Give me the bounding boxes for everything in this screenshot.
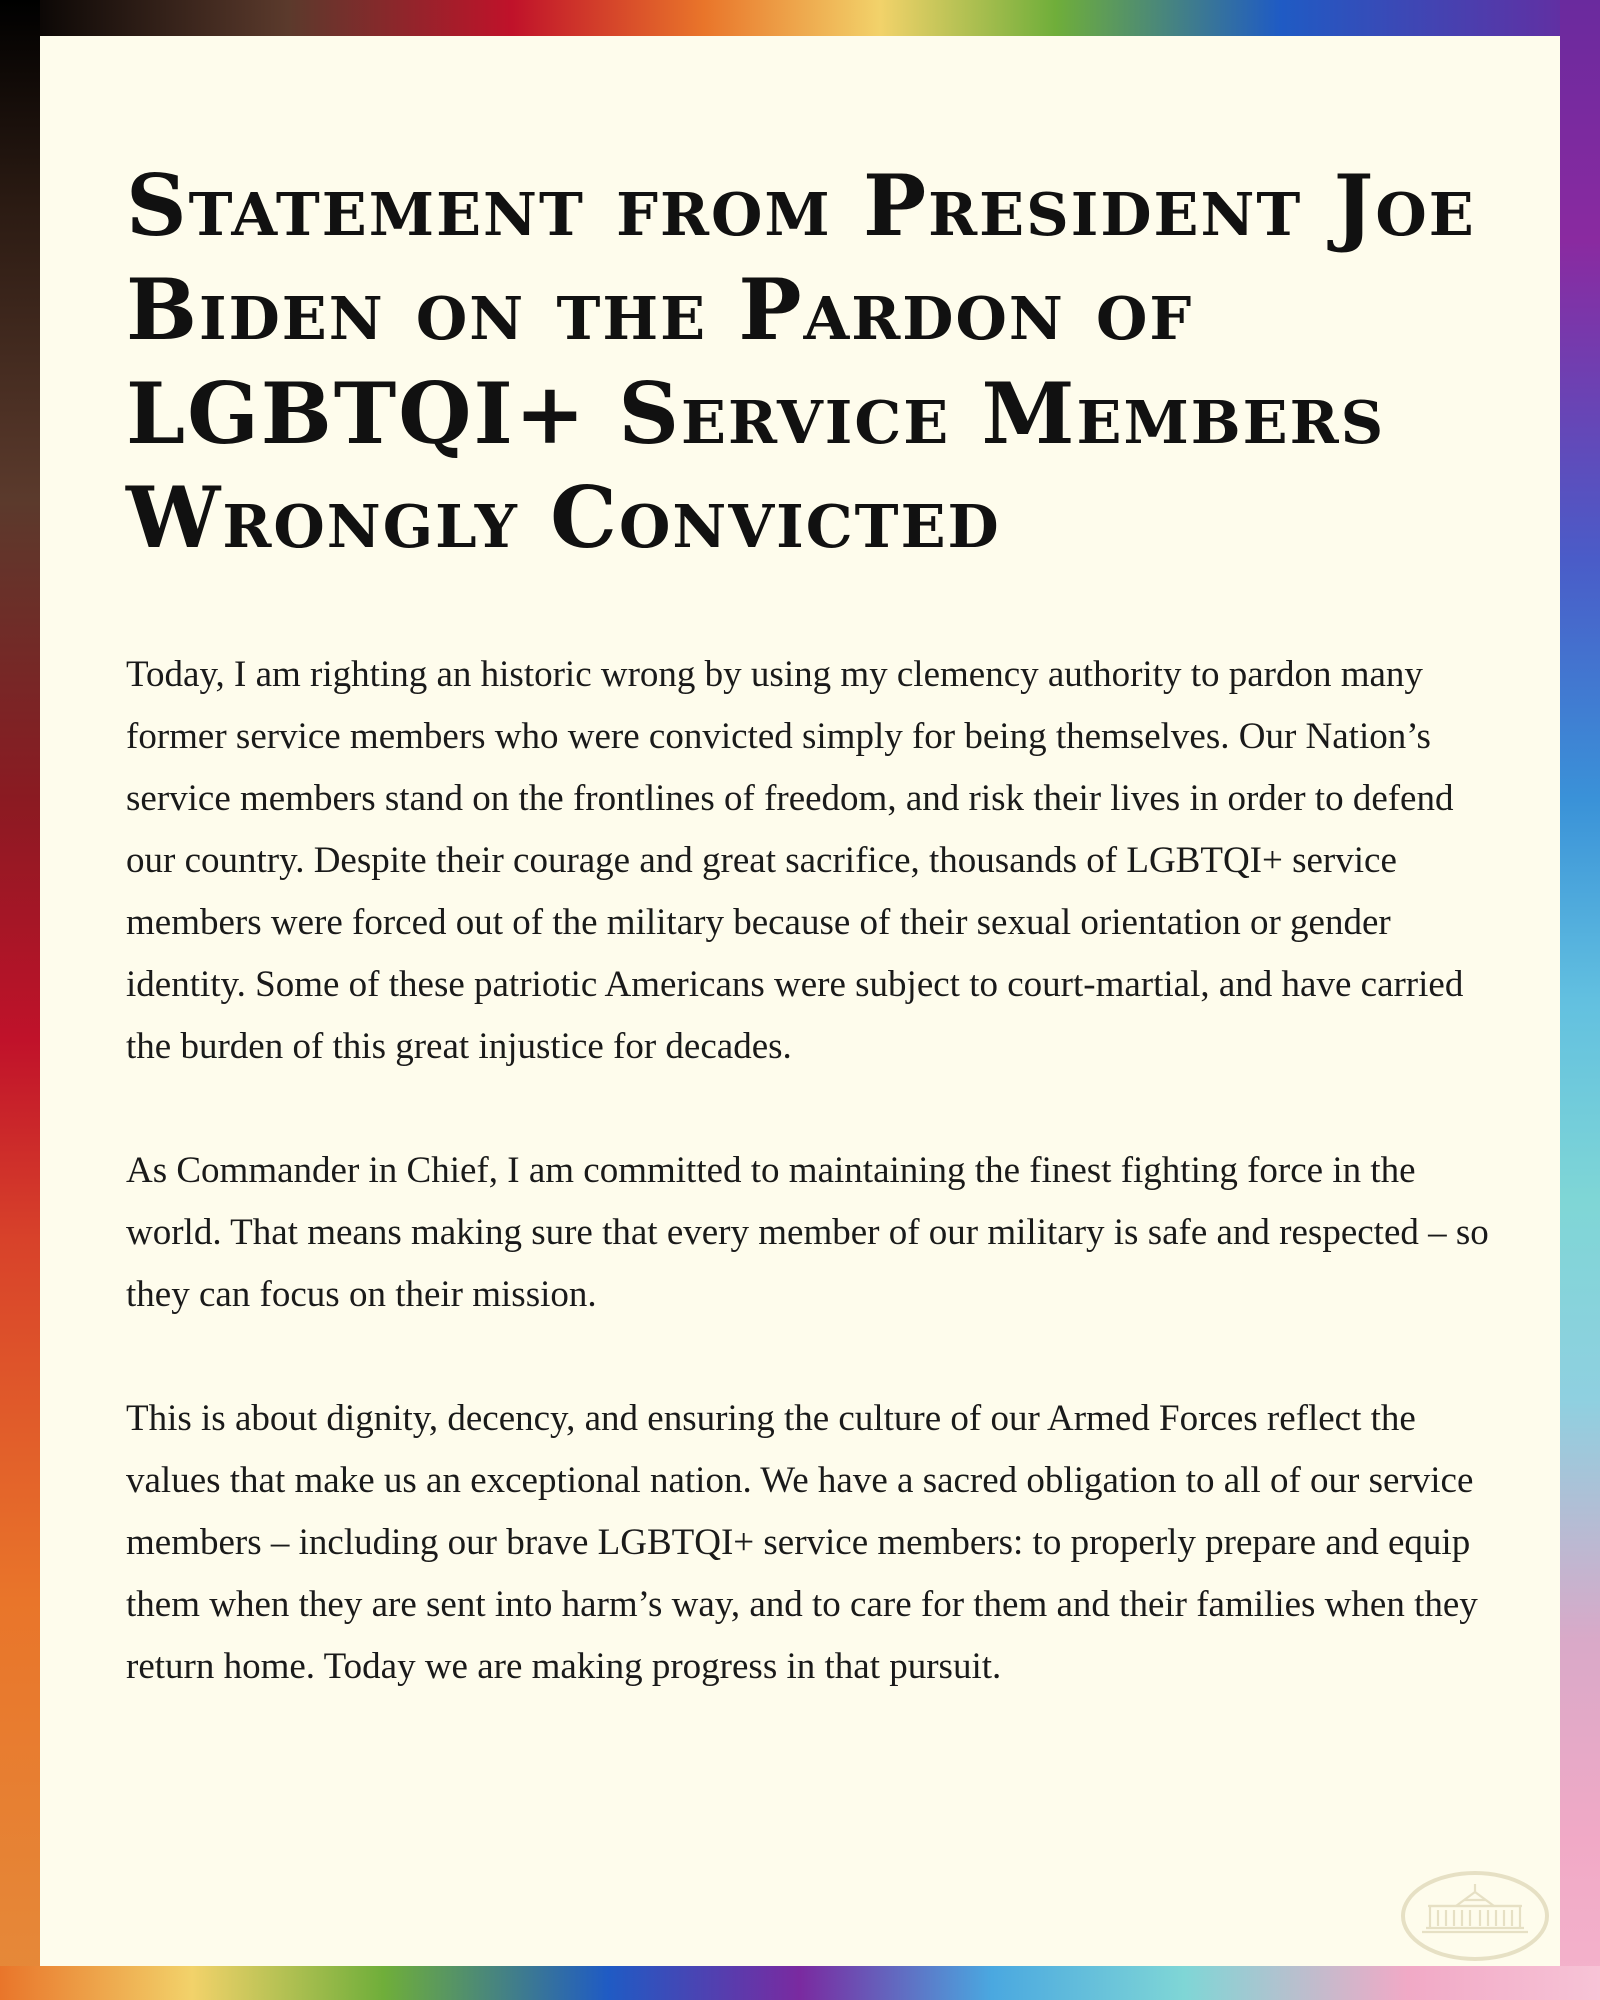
rainbow-border-right (1560, 0, 1600, 2000)
rainbow-border-left (0, 0, 40, 2000)
statement-paragraph-2: As Commander in Chief, I am committed to maintaining the finest fighting force in the world. That means making sure that every member of our military is safe and respected – so they can focus on their mission. (126, 1150, 1489, 1315)
rainbow-border-top (0, 0, 1600, 36)
rainbow-border-bottom (0, 1966, 1600, 2000)
statement-paragraph-1: Today, I am righting an historic wrong by using my clemency authority to pardon many former service members who were convicted simply for being themselves. Our Nation’s service members stand on the frontlines of freedom, and risk their lives in order to defend our country. Despite their courage and great sacrifice, thousands of LGBTQI+ service members were forced out of the military because of their sexual orientation or gender identity. Some of these patriotic Americans were subject to court-martial, and have carried the burden of this great injustice for decades. (126, 654, 1464, 1067)
white-house-seal-icon (1400, 1870, 1550, 1962)
statement-title: Statement from President Joe Biden on the Pardon of LGBTQI+ Service Members Wrongly Convicted (126, 156, 1476, 567)
statement-content (126, 154, 1496, 1760)
statement-body (126, 644, 1496, 1698)
statement-panel (40, 36, 1560, 1966)
statement-paragraph-3: This is about dignity, decency, and ensuring the culture of our Armed Forces reflect the values that make us an exceptional nation. We have a sacred obligation to all of our service members – including our brave LGBTQI+ service members: to properly prepare and equip them when they are sent into harm’s way, and to care for them and their families when they return home. Today we are making progress in that pursuit. (126, 1398, 1478, 1687)
